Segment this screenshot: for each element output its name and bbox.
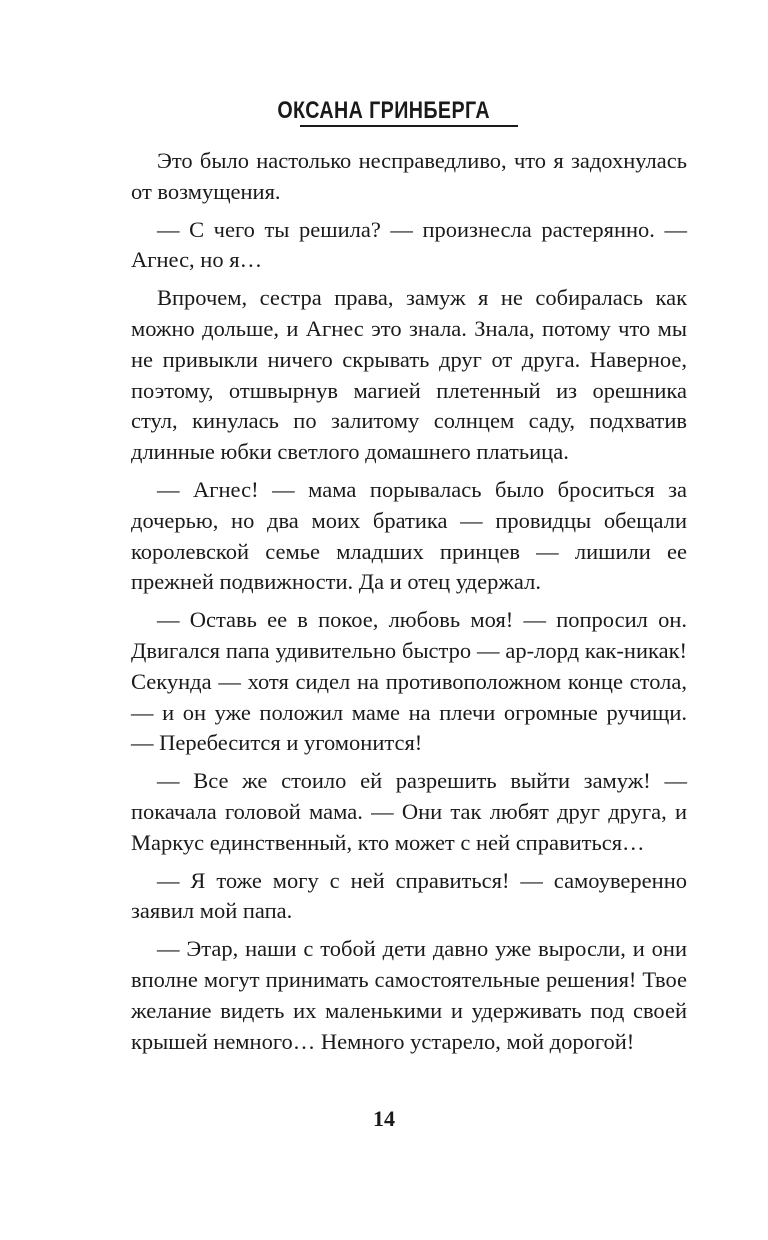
body-text — [131, 146, 687, 1057]
paragraph: — Я тоже могу с ней справиться! — самоуверенно заявил мой папа. — [131, 867, 687, 924]
header-rule — [300, 125, 518, 127]
paragraph: Впрочем, сестра права, замуж я не собиралась как можно дольше, и Агнес это знала. Знала, потому что мы не привыкли ничего скрывать друг от друга. Наверное, поэтому, отшвырнув магией плетенный из орешника стул, кинулась по залитому солнцем саду, подхватив длинные юбки светлого домашнего платьица. — [131, 285, 687, 465]
paragraph: — Этар, наши с тобой дети давно уже выросли, и они вполне могут принимать самостоятельные решения! Твое желание видеть их маленькими и удерживать под своей крышей немного… Немного устарело, мой дорогой! — [131, 936, 687, 1054]
paragraph: — С чего ты решила? — произнесла растерянно. — Агнес, но я… — [131, 216, 687, 273]
paragraph: Это было настолько несправедливо, что я задохнулась от возмущения. — [131, 148, 687, 204]
running-header — [0, 96, 768, 126]
author-name: ОКСАНА ГРИНБЕРГА — [277, 97, 491, 124]
paragraph: — Агнес! — мама порывалась было броситься за дочерью, но два моих братика — провидцы обещали королевской семье младших принцев — лишили ее прежней подвижности. Да и отец удержал. — [131, 476, 687, 595]
paragraph: — Все же стоило ей разрешить выйти замуж! — покачала головой мама. — Они так любят друг друга, и Маркус единственный, кто может с ней справиться… — [131, 768, 687, 855]
page-number: 14 — [373, 1106, 395, 1131]
paragraph: — Оставь ее в покое, любовь моя! — попросил он. Двигался папа удивительно быстро — ар-лорд как-никак! Секунда — хотя сидел на противоположном конце стола, — и он уже положил маме на плечи огромные ручищи. — Перебесится и угомонится! — [131, 607, 687, 756]
